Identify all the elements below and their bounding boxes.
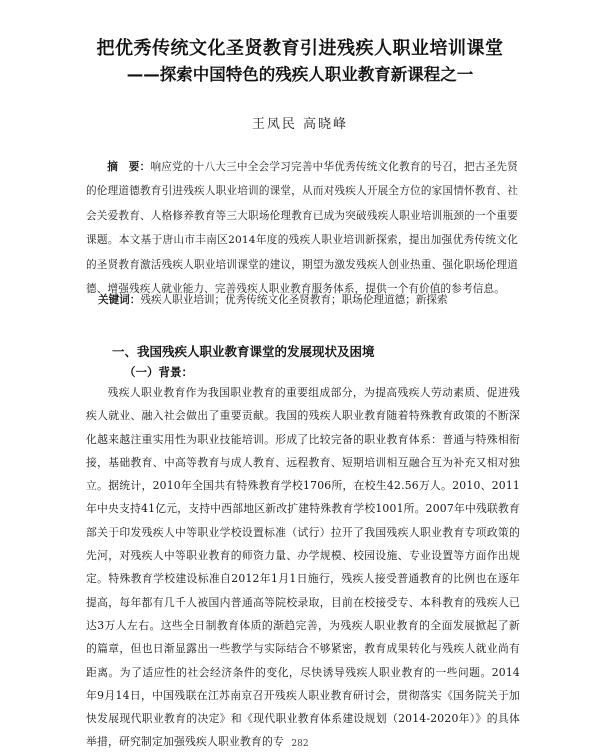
abstract-label: 摘 要：	[107, 161, 151, 173]
keywords-label: 关键词：	[98, 294, 141, 306]
page-number: 282	[291, 739, 309, 749]
abstract-paragraph	[86, 155, 518, 301]
authors-line: 王凤民 高晓峰	[251, 117, 349, 132]
section-heading: 一、我国残疾人职业教育课堂的发展现状及困境	[112, 344, 375, 359]
body-paragraph: 残疾人职业教育作为我国职业教育的重要组成部分，为提高残疾人劳动素质、促进残疾人就业、融入社会做出了重要贡献。我国的残疾人职业教育随着特殊教育政策的不断深化越来越注重实用性为职业技能培训。形成了比较完备的职业教育体系：普通与特殊相衔接，基础教育、中高等教育与成人教育、远程教育、短期培训相互融合互为补充又相对独立。据统计，2010年全国共有特殊教育学校1706所，在校生42.56万人。2010、2011年中央支持41亿元，支持中西部地区新改扩建特殊教育学校1001所。2007年中残联教育部关于印发残疾人中等职业学校设置标准（试行）拉开了我国残疾人职业教育专项政策的先河，对残疾人中等职业教育的师资力量、办学规模、校园设施、专业设置等方面作出规定。特殊教育学校建设标准自2012年1月1日施行，残疾人接受普通教育的比例也在逐年提高，每年都有几千人被国内普通高等院校录取，目前在校接受专、本科教育的残疾人已达3万人左右。这些全日制教育体质的渐趋完善，为残疾人职业教育的全面发展掀起了新的篇章，但也日渐显露出一些教学与实际结合不够紧密，教育成果转化与残疾人就业尚有距离。为了适应性的社会经济条件的变化，尽快诱导残疾人职业教育的一些问题。2014年9月14日，中国残联在江苏南京召开残疾人职业教育研讨会，贯彻落实《国务院关于加快发展现代职业教育的决定》和《现代职业教育体系建设规划（2014-2020年）》的具体举措，研究制定加强残疾人职业教育的专	[86, 386, 520, 749]
keywords-line	[98, 292, 518, 307]
abstract-text: 响应党的十八大三中全会学习完善中华优秀传统文化教育的号召，把古圣先贤的伦理道德教育引进残疾人职业培训的课堂，从而对残疾人开展全方位的家国情怀教育、社会关爱教育、人格修养教育等三大职场伦理教育已成为突破残疾人职业培训瓶颈的一个重要课题。本文基于唐山市丰南区2014年度的残疾人职业培训新探索，提出加强优秀传统文化的圣贤教育激活残疾人职业培训课堂的建议，期望为激发残疾人创业热重、强化职场伦理道德、增强残疾人就业能力、完善残疾人职业教育服务体系，提供一个有价值的参考信息。	[86, 161, 518, 296]
paper-subtitle: ——探索中国特色的残疾人职业教育新课程之一	[126, 65, 474, 84]
subsection-heading: （一）背景：	[124, 365, 193, 379]
paper-title: 把优秀传统文化圣贤教育引进残疾人职业培训课堂	[96, 38, 504, 59]
keywords-text: 残疾人职业培训；优秀传统文化圣贤教育；职场伦理道德；新探索	[140, 294, 448, 306]
